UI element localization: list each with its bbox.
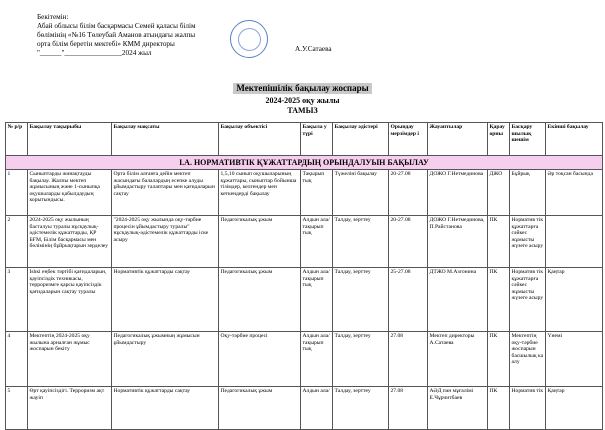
cell: Бұйрық xyxy=(510,170,546,216)
cell: Педагогикалық ұжым xyxy=(219,216,301,268)
academic-year: 2024-2025 оқу жылы xyxy=(265,96,340,105)
cell: ДОЖО Г.Нетмединова, П.Райстанова xyxy=(428,216,488,268)
cell: "2024-2025 оқу жылында оқу-тәрбие процесін ұйымдастыру туралы" нұсқаулық-әдістемелік құжаттарды іске асыру xyxy=(112,216,219,268)
document-title-block xyxy=(0,78,605,116)
col-header: Бақыла у түрі xyxy=(301,123,333,156)
cell: Педагогикалық ұжым xyxy=(219,387,301,430)
col-header: Басқару шылық шешім xyxy=(510,123,546,156)
cell: 2 xyxy=(6,216,28,268)
table-row xyxy=(6,268,603,332)
cell: 3 xyxy=(6,268,28,332)
cell: Талдау, зерттеу xyxy=(333,332,389,387)
cell: Талдау, зерттеу xyxy=(333,216,389,268)
school-seal-icon xyxy=(230,20,268,58)
col-header: Қарау орны xyxy=(488,123,510,156)
cell: Мектеп директоры А.Сатаева xyxy=(428,332,488,387)
cell: Сыныптарды жинақтауды бақылау. Жалпы мектеп жұмысының және 1-сыныпқа оқушыларды қабылдаудың корытындысы. xyxy=(28,170,112,216)
cell: Алдын ала/ xyxy=(301,387,333,430)
cell: Норматив тік құжаттарға сәйкес жұмысты жүзеге асыру xyxy=(510,216,546,268)
table-row xyxy=(6,387,603,430)
cell: ПК xyxy=(488,387,510,430)
col-header: Екінші бақылау xyxy=(546,123,603,156)
col-header: № р/р xyxy=(6,123,28,156)
cell: Түжеліні бақылау xyxy=(333,170,389,216)
approval-date: "______"________________2024 жыл xyxy=(37,49,152,57)
section-title: І.А. НОРМАТИВТІК ҚҰЖАТТАРДЫҢ ОРЫНДАЛУЫН БАҚЫЛАУ xyxy=(6,156,603,170)
cell: Алдын ала/ тақырып тық xyxy=(301,216,333,268)
col-header: Бақылау әдістері xyxy=(333,123,389,156)
cell: Норматив тік xyxy=(510,387,546,430)
cell: Талдау, зерттеу xyxy=(333,268,389,332)
cell: ПК xyxy=(488,268,510,332)
approval-heading: Бекітемін: xyxy=(37,13,69,21)
cell: Мектептің оқу-тәрбие жоспарын басшылық ка алу xyxy=(510,332,546,387)
cell: ПК xyxy=(488,332,510,387)
cell: 25-27.08 xyxy=(389,268,428,332)
cell: Әр тоқсан басында xyxy=(546,170,603,216)
signer-name: А.У.Сатаева xyxy=(295,45,332,53)
col-header: Жауаптылар xyxy=(428,123,488,156)
col-header: Бақылау тақырыбы xyxy=(28,123,112,156)
cell: ДЖО xyxy=(488,170,510,216)
cell: 4 xyxy=(6,332,28,387)
approval-line: орта білім беретін мектебі» КММ директоры xyxy=(37,40,175,48)
cell: Мектептің 2024-2025 оқу жылына арналған жұмыс жоспарын бекіту xyxy=(28,332,112,387)
cell: Педагогикалық ұжым xyxy=(219,268,301,332)
cell: 5 xyxy=(6,387,28,430)
cell: Нормативтік құжаттарды сақтау xyxy=(112,387,219,430)
cell xyxy=(546,216,603,268)
cell: Норматив тік құжаттарға сәйкес жұмысты жүзеге асыру xyxy=(510,268,546,332)
cell: Орта білім алғанға дейін мектеп жасындағы балалардың есепке алуды ұйымдастыру талаптары мен қағидаларын сақтау xyxy=(112,170,219,216)
cell: Қаңтар xyxy=(546,268,603,332)
cell: ДТЖО М.Азгонина xyxy=(428,268,488,332)
table-row xyxy=(6,216,603,268)
cell: Оқу-тәрбие процесі xyxy=(219,332,301,387)
cell: Үнемі xyxy=(546,332,603,387)
control-plan-table xyxy=(5,122,603,430)
cell: ПК xyxy=(488,216,510,268)
section-row xyxy=(6,156,603,170)
cell: Алдын ала/ тақырып тық xyxy=(301,268,333,332)
cell: ДОЖО Г.Нетмединова xyxy=(428,170,488,216)
table-header-row xyxy=(6,123,603,156)
table-row xyxy=(6,170,603,216)
cell: Іshкі еңбек тәртібі қағидаларын, қауіпсіздік техникасы, терроризмге қарсы қауіпсіздік қағидаларын сақтау туралы xyxy=(28,268,112,332)
cell: Тақырып тық xyxy=(301,170,333,216)
cell: 27.08 xyxy=(389,332,428,387)
approval-block xyxy=(37,13,196,58)
cell: 20-27.08 xyxy=(389,216,428,268)
cell: Талдау, зерттеу xyxy=(333,387,389,430)
cell: 27.08 xyxy=(389,387,428,430)
cell: 20-27.08 xyxy=(389,170,428,216)
cell: АӘД пән мұғалімі Е.Чұрчитбаев xyxy=(428,387,488,430)
cell: Өрт қауіпсіздігі. Терроризм ақт жауіп xyxy=(28,387,112,430)
col-header: Бақылау мақсаты xyxy=(112,123,219,156)
month-title: ТАМЫЗ xyxy=(287,106,318,115)
table-row xyxy=(6,332,603,387)
cell: Қаңтар xyxy=(546,387,603,430)
col-header: Орындау мерзімдер і xyxy=(389,123,428,156)
cell: Алдын ала/ тақырып тық xyxy=(301,332,333,387)
approval-line: Абай облысы білім басқармасы Семей қаласы білім xyxy=(37,22,196,30)
col-header: Бақылау объектісі xyxy=(219,123,301,156)
cell: Нормативтік құжаттарды сақтау xyxy=(112,268,219,332)
cell: 1,5,10 сынып оқушыларының құжаттары, сыныптар бойынша тізімдер, келгендер мен кеткендерді бақылау xyxy=(219,170,301,216)
cell: 1 xyxy=(6,170,28,216)
approval-line: бөлімінің «№16 Төлеубай Аманов атындағы жалпы xyxy=(37,31,196,39)
cell: Педагогикалық ұжымның жұмысын ұйымдастыру xyxy=(112,332,219,387)
document-title: Мектепішілік бақылау жоспары xyxy=(233,83,371,94)
cell: 2024-2025 оқу жылының басталуы туралы нұсқаулық-әдістемелік құжаттарды, ҚР БҒМ, Білім басқармасы мен бөлімінің бұйрықтарын зерделеу xyxy=(28,216,112,268)
